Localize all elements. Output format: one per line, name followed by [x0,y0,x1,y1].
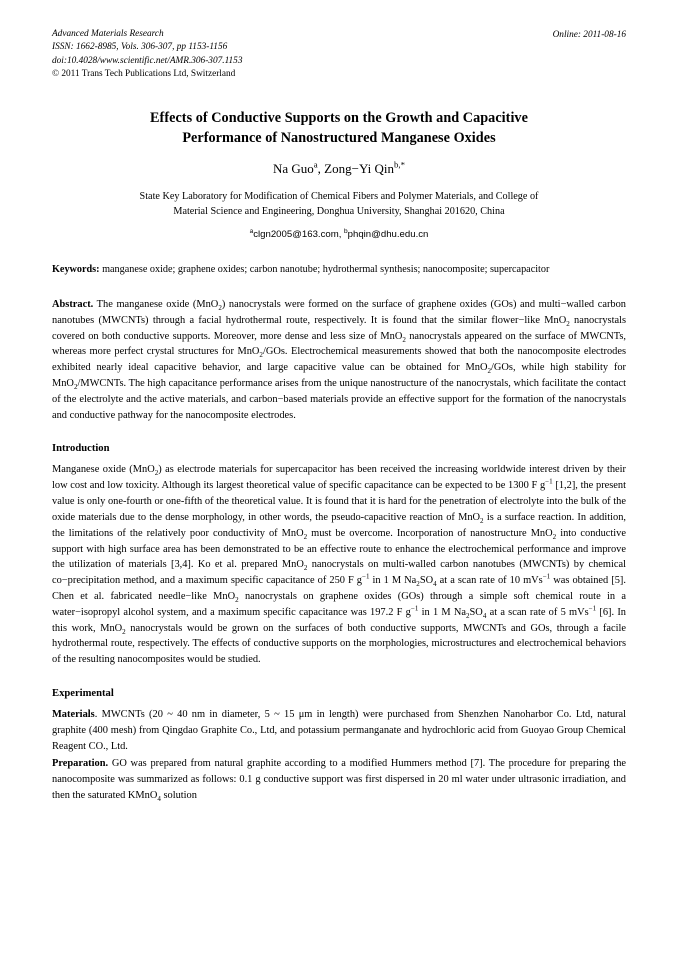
author-separator: , [317,161,325,177]
email-1: clgn2005@163.com, [253,228,345,240]
abstract-sub-1: 2 [218,304,222,313]
intro-sup-1: −1 [545,477,553,486]
keywords-label: Keywords: [52,263,100,275]
page-title [52,108,626,149]
intro-sub-11: 2 [122,627,126,636]
intro-sup-5: −1 [588,604,597,613]
intro-sub-9: 2 [465,611,470,620]
preparation-paragraph [52,756,626,803]
intro-seg-16: [6]. In this work, MnO [52,606,627,634]
intro-sub-1: 2 [154,469,159,478]
intro-sub-4: 2 [552,532,557,541]
preparation-label: Preparation. [52,758,109,770]
preparation-text-2: solution [160,790,197,802]
intro-seg-17: nanocrystals would be grown on the surfaces of both conductive supports, MWCNTs and GOs, through a facile hydrothermal route, respectively. The effects of conductive supports on the morphologies, microstructures and electrochemical behaviors of the resulting nanocomposites would be studied. [52,622,626,666]
introduction-paragraph [52,462,626,668]
intro-seg-8: in 1 M Na [369,575,417,587]
intro-sub-8: 2 [235,596,239,605]
abstract-seg-1: The manganese oxide (MnO [93,298,219,310]
author-emails [52,229,626,240]
abstract-seg-6: /GOs, while high stability for MnO [52,362,626,390]
journal-issn: ISSN: 1662-8985, Vols. 306-307, pp 1153-1156 [52,42,228,53]
affiliation-line-1: State Key Laboratory for Modification of Chemical Fibers and Polymer Materials, and College of [139,191,539,203]
section-heading-experimental: Experimental [52,688,114,700]
affiliation [52,189,626,220]
abstract-sub-3: 2 [402,335,406,344]
intro-seg-12: nanocrystals on graphene oxides (GOs) through a simple soft chemical route in a water−isopropyl alcohol system, and a maximum specific capacitance was 197.2 F g [52,590,627,618]
intro-sup-4: −1 [410,604,419,613]
preparation-text: GO was prepared from natural graphite according to a modified Hummers method [7]. The procedure for preparing the nanocomposite was summarized as follows: 0.1 g conductive support was first dispersed in 20 ml water under ultrasonic irradiation, and then the saturated KMnO [52,758,626,802]
author-1-sup: a [313,159,318,170]
affiliation-line-2: Material Science and Engineering, Donghua University, Shanghai 201620, China [173,206,505,218]
intro-seg-1: Manganese oxide (MnO [52,464,155,476]
intro-seg-4: is a surface reaction. In addition, the limitations of the relatively poor conductivity of MnO [52,511,626,539]
intro-seg-11: was obtained [5]. Chen et al. fabricated needle−like MnO [52,575,626,602]
section-heading-introduction: Introduction [52,443,110,455]
intro-sub-7: 4 [433,580,437,589]
abstract-sub-2: 2 [566,319,570,328]
email-sup-b: b [344,227,348,235]
author-2: Zong−Yi Qin [324,161,394,177]
intro-sub-10: 4 [482,611,487,620]
author-2-sup: b,* [393,159,406,170]
intro-seg-6: into conductive support with high surface area has been demonstrated to be an effective route to enhance the electrochemical performance and improve the utilization of materials [3,4]. Ko et al. prepared MnO [52,527,626,571]
abstract-seg-7: /MWCNTs. The high capacitance performance arises from the unique nanostructure of the nanocrystals, which facilitate the contact of the electrolyte and the active materials, and carbon−based materials provide an effective support for the formation of the nanocrystals and conductive pathway for the nanocomposite electrodes. [52,378,626,421]
materials-label: Materials [52,709,95,721]
author-1: Na Guo [272,161,314,177]
intro-seg-10: at a scan rate of 10 mVs [436,575,543,587]
intro-sub-5: 2 [303,564,308,573]
title-line-2: Performance of Nanostructured Manganese Oxides [182,130,496,147]
journal-copyright: © 2011 Trans Tech Publications Ltd, Switzerland [52,69,236,80]
abstract-seg-4: nanocrystals appeared on the surface of MWCNTs, whereas more perfect crystal structures for MnO [52,330,627,358]
intro-seg-15: at a scan rate of 5 mVs [486,606,589,618]
intro-seg-5: must be overcome. Incorporation of nanostructure MnO [307,527,553,539]
intro-seg-13: in 1 M Na [418,606,466,618]
abstract-seg-5: /GOs. Electrochemical measurements showed that both the nanocomposite electrodes exhibited nearly ideal capacitive behavior, and large capacitive value can be obtained for MnO [52,346,626,374]
abstract-seg-2: ) nanocrystals were formed on the surface of graphene oxides (GOs) and multi−walled carbon nanotubes (MWCNTs) through a facial hydrothermal route, respectively. It is found that the similar flower−like MnO [52,298,627,326]
abstract-sub-6: 2 [73,383,78,392]
journal-header-left [52,28,242,82]
abstract-sub-4: 2 [259,351,263,360]
abstract-sub-5: 2 [487,367,491,376]
abstract-label: Abstract. [52,298,94,310]
materials-paragraph [52,707,626,754]
intro-seg-3: [1,2], the present value is only one-fourth or one-fifth of the theoretical value. It is found that it is hard for the penetration of electrolyte into the bulk of the oxide materials due to the dense morphology, in other words, the pseudo-capacitive reaction of MnO [52,480,626,523]
journal-name: Advanced Materials Research [52,29,164,39]
intro-sub-6: 2 [416,580,420,589]
keywords-text: manganese oxide; graphene oxides; carbon nanotube; hydrothermal synthesis; nanocomposite; supercapacitor [99,263,550,275]
intro-seg-9: SO [419,575,434,587]
online-date: Online: 2011-08-16 [552,30,626,40]
intro-seg-7: nanocrystals on multi-walled carbon nanotubes (MWCNTs) by chemical co−precipitation method, and a maximum specific capacitance of 250 F g [52,559,626,587]
preparation-sub-1: 4 [157,795,161,804]
author-list [52,161,626,177]
intro-seg-14: SO [469,606,483,618]
materials-text: . MWCNTs (20 ~ 40 nm in diameter, 5 ~ 15 μm in length) were purchased from Shenzhen Nanoharbor Co. Ltd, natural graphite (400 mesh) from Qingdao Graphite Co., Ltd, and potassium permanganate and hydrochloric acid from Guoyao Group Chemical Reagent CO., Ltd. [52,709,626,752]
intro-sub-2: 2 [480,516,484,525]
email-2: phqin@dhu.edu.cn [347,228,429,240]
title-line-1: Effects of Conductive Supports on the Growth and Capacitive [150,109,528,126]
intro-seg-2: ) as electrode materials for supercapacitor has been received the increasing worldwide interest driven by their low cost and low toxicity. Although its largest theoretical value of specific capacitance can be expected to be 1300 F g [52,464,626,492]
journal-header [52,28,626,82]
email-sup-a: a [249,227,254,235]
abstract-seg-3: nanocrystals covered on both conductive supports. Moreover, more dense and less size of MnO [52,314,626,342]
intro-sup-3: −1 [542,572,551,581]
intro-sub-3: 2 [303,532,308,541]
keywords-block [52,262,626,277]
journal-doi: doi:10.4028/www.scientific.net/AMR.306-307.1153 [52,55,243,66]
abstract-block [52,297,626,424]
intro-sup-2: −1 [362,572,370,581]
